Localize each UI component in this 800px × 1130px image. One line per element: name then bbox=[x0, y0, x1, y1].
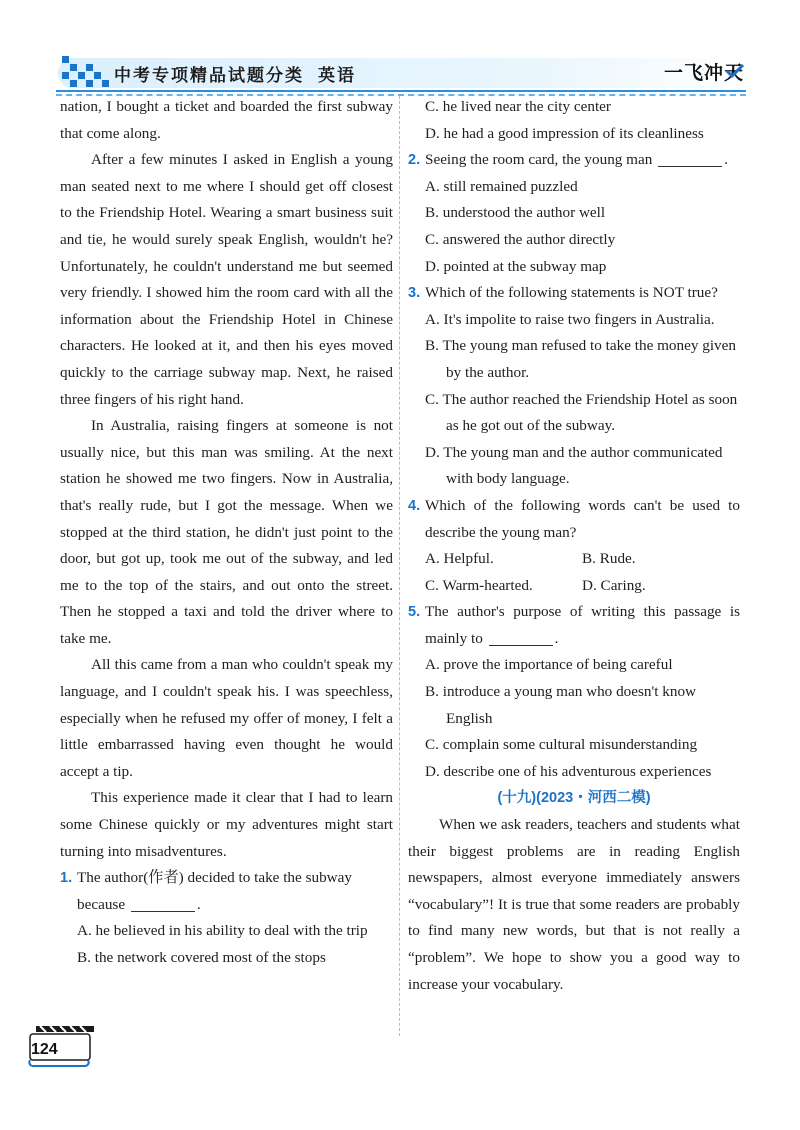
question-number: 1. bbox=[60, 870, 73, 887]
option-c: C. complain some cultural misunderstanding bbox=[425, 736, 698, 754]
question-stem: Seeing the room card, the young man bbox=[425, 151, 653, 169]
option-b: B. introduce a young man who doesn't know English bbox=[425, 683, 697, 727]
question-number: 2. bbox=[408, 152, 421, 169]
right-column bbox=[408, 94, 740, 998]
option-a: A. still remained puzzled bbox=[425, 177, 578, 195]
option-d: D. Caring. bbox=[582, 576, 646, 594]
question-stem: Which of the following words can't be used to describe the young man? bbox=[425, 496, 740, 541]
option-c: C. The author reached the Friendship Hotel as soon as he got out of the subway. bbox=[425, 390, 738, 435]
question-number: 5. bbox=[408, 604, 421, 621]
option-a: A. Helpful. bbox=[425, 550, 494, 568]
option-b: B. The young man refused to take the money given by the author. bbox=[425, 337, 736, 381]
book-title: 中考专项精品试题分类 bbox=[114, 66, 304, 85]
question-1-stem-cont bbox=[60, 892, 393, 919]
brand-name: 一飞冲天 bbox=[664, 63, 745, 84]
subject-label: 英语 bbox=[318, 66, 356, 85]
header-title bbox=[114, 61, 356, 86]
page-number: 124 bbox=[31, 1041, 58, 1058]
option-a: A. prove the importance of being careful bbox=[425, 656, 673, 674]
answer-blank[interactable] bbox=[131, 895, 195, 912]
option-b: B. understood the author well bbox=[425, 204, 606, 222]
section-heading: (十九)(2023・河西二模) bbox=[497, 790, 651, 807]
option-b: B. Rude. bbox=[582, 550, 636, 568]
question-4 bbox=[408, 493, 740, 546]
answer-blank[interactable] bbox=[489, 629, 553, 646]
question-stem-cont: because bbox=[77, 895, 126, 913]
option-d: D. pointed at the subway map bbox=[425, 257, 607, 275]
page-header bbox=[0, 0, 800, 100]
passage-paragraph: All this came from a man who couldn't speak my language, and I couldn't speak his. I was speechless, especially when he refused my offer of money, I felt a little embarrassed having even thought he would accept a tip. bbox=[60, 656, 393, 780]
question-stem: Which of the following statements is NOT true? bbox=[425, 284, 718, 302]
option-c: C. Warm-hearted. bbox=[425, 576, 533, 594]
question-2 bbox=[408, 147, 740, 174]
question-3 bbox=[408, 280, 740, 307]
option-d: D. he had a good impression of its cleanliness bbox=[425, 124, 704, 142]
passage-paragraph: When we ask readers, teachers and students what their biggest problems are in reading English newspapers, almost everyone immediately answers “vocabulary”! It is true that some readers are probably to find many new words, but that is not really a “problem”. We hope to show you a good way to increase your vocabulary. bbox=[408, 816, 740, 993]
question-1 bbox=[60, 865, 393, 892]
passage-paragraph: In Australia, raising fingers at someone is not usually nice, but this man was smiling. At the next station he showed me two fingers. Now in Australia, that's really rude, but I got the message. When we stopped at the third station, he didn't just point to the door, but got up, took me out of the subway, and led me to the top of the stairs, and out onto the street. Then he stopped a taxi and told the driver where to take me. bbox=[60, 417, 393, 647]
left-column bbox=[60, 94, 393, 972]
question-number: 3. bbox=[408, 285, 421, 302]
option-d: D. describe one of his adventurous experiences bbox=[425, 762, 712, 780]
question-stem: The author(作者) decided to take the subway bbox=[77, 869, 352, 887]
question-stem: The author's purpose of writing this passage is mainly to bbox=[425, 603, 740, 647]
passage-paragraph: nation, I bought a ticket and boarded the first subway that come along. bbox=[60, 98, 393, 142]
brand-check-icon bbox=[726, 64, 744, 78]
header-rule bbox=[56, 90, 746, 92]
answer-blank[interactable] bbox=[658, 150, 722, 167]
question-5 bbox=[408, 599, 740, 652]
passage-paragraph: After a few minutes I asked in English a young man seated next to me where I should get off closest to the Friendship Hotel. Wearing a smart business suit and tie, he would surely speak English, wouldn't he? Unfortunately, he couldn't understand me but seemed very friendly. I showed him the room card with all the information about the Friendship Hotel in Chinese characters. He looked at it, and then his eyes moved quickly to the carriage subway map. Next, he raised three fingers of his right hand. bbox=[60, 151, 393, 408]
option-c: C. answered the author directly bbox=[425, 230, 616, 248]
stem-end: . bbox=[724, 151, 728, 169]
options-row-cd bbox=[408, 573, 740, 600]
passage-paragraph: This experience made it clear that I had to learn some Chinese quickly or my adventures might start turning into misadventures. bbox=[60, 789, 393, 860]
option-d: D. The young man and the author communicated with body language. bbox=[425, 443, 723, 488]
header-squares-logo bbox=[62, 56, 112, 88]
option-a: A. It's impolite to raise two fingers in Australia. bbox=[425, 310, 715, 328]
options-row-ab bbox=[408, 546, 740, 573]
stem-end: . bbox=[554, 629, 559, 647]
column-divider bbox=[399, 96, 400, 1036]
stem-end: . bbox=[196, 895, 201, 913]
option-b: B. the network covered most of the stops bbox=[77, 949, 326, 966]
question-number: 4. bbox=[408, 497, 421, 514]
option-c: C. he lived near the city center bbox=[425, 98, 611, 115]
option-a: A. he believed in his ability to deal with the trip bbox=[77, 922, 368, 940]
